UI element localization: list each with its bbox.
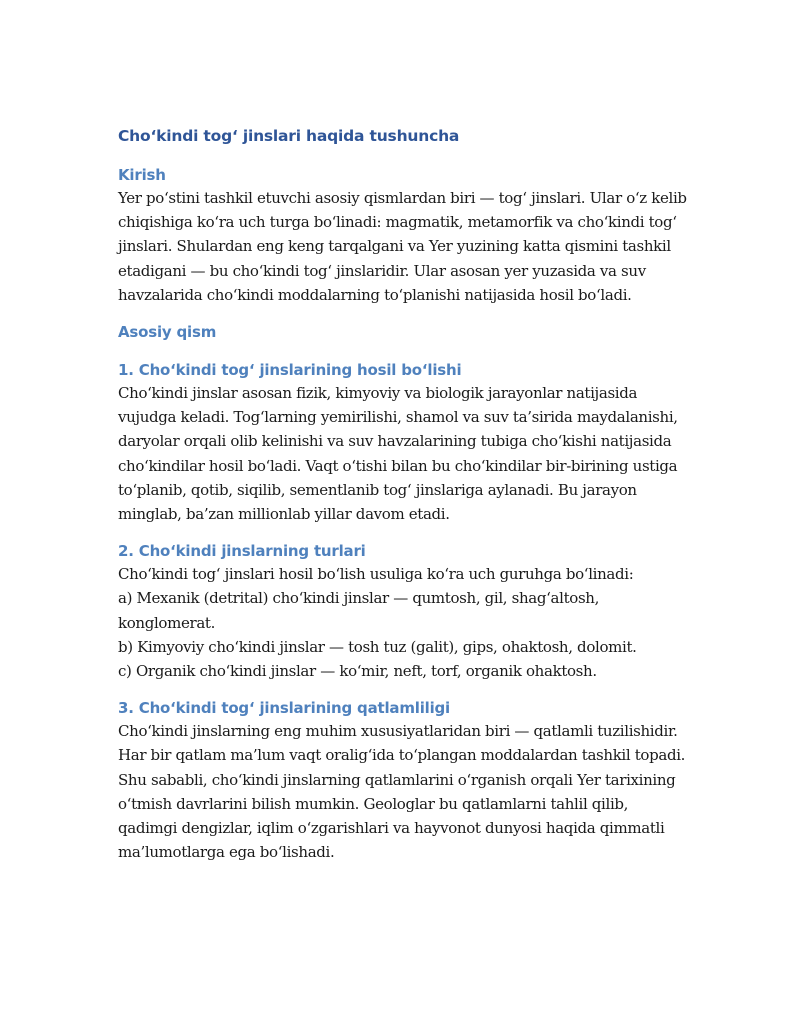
section-1-heading: 1. Cho‘kindi tog‘ jinslarining hosil bo‘lishi	[118, 361, 462, 380]
section-2-intro: Cho‘kindi tog‘ jinslari hosil bo‘lish usuliga ko‘ra uch guruhga bo‘linadi:	[118, 565, 634, 584]
section-2-list	[118, 562, 688, 683]
section-3-heading: 3. Cho‘kindi tog‘ jinslarining qatlamliligi	[118, 699, 450, 718]
intro-paragraph: Yer po‘stini tashkil etuvchi asosiy qismlardan biri — tog‘ jinslari. Ular o‘z kelib chiqishiga ko‘ra uch turga bo‘linadi: magmatik, metamorfik va cho‘kindi tog‘ jinslari. Shulardan eng keng tarqalgani va Yer yuzining katta qismini tashkil etadigani — bu cho‘kindi tog‘ jinslaridir. Ular asosan yer yuzasida va suv havzalarida cho‘kindi moddalarning to‘planishi natijasida hosil bo‘ladi.	[118, 189, 687, 304]
section-3-paragraph: Cho‘kindi jinslarning eng muhim xususiyatlaridan biri — qatlamli tuzilishidir. Har bir qatlam ma’lum vaqt oralig‘ida to‘plangan moddalardan tashkil topadi. Shu sababli, cho‘kindi jinslarning qatlamlarini o‘rganish orqali Yer tarixining o‘tmish davrlarini bilish mumkin. Geologlar bu qatlamlarni tahlil qilib, qadimgi dengizlar, iqlim o‘zgarishlari va hayvonot dunyosi haqida qimmatli ma’lumotlarga ega bo‘lishadi.	[118, 722, 686, 862]
document-page	[118, 124, 688, 878]
list-item: c) Organik cho‘kindi jinslar — ko‘mir, neft, torf, organik ohaktosh.	[118, 662, 597, 681]
document-title: Cho‘kindi tog‘ jinslari haqida tushuncha	[118, 127, 460, 145]
intro-heading: Kirish	[118, 166, 166, 184]
list-item: a) Mexanik (detrital) cho‘kindi jinslar — qumtosh, gil, shag‘altosh, konglomerat.	[118, 589, 600, 632]
section-2-heading: 2. Cho‘kindi jinslarning turlari	[118, 542, 366, 561]
main-heading: Asosiy qism	[118, 323, 217, 342]
section-1-paragraph: Cho‘kindi jinslar asosan fizik, kimyoviy va biologik jarayonlar natijasida vujudga keladi. Tog‘larning yemirilishi, shamol va suv ta’sirida maydalanishi, daryolar orqali olib kelinishi va suv havzalarining tubiga cho‘kishi natijasida cho‘kindilar hosil bo‘ladi. Vaqt o‘tishi bilan bu cho‘kindilar bir-birining ustiga to‘planib, qotib, siqilib, sementlanib tog‘ jinslariga aylanadi. Bu jarayon minglab, ba’zan millionlab yillar davom etadi.	[118, 384, 678, 524]
list-item: b) Kimyoviy cho‘kindi jinslar — tosh tuz (galit), gips, ohaktosh, dolomit.	[118, 637, 637, 656]
